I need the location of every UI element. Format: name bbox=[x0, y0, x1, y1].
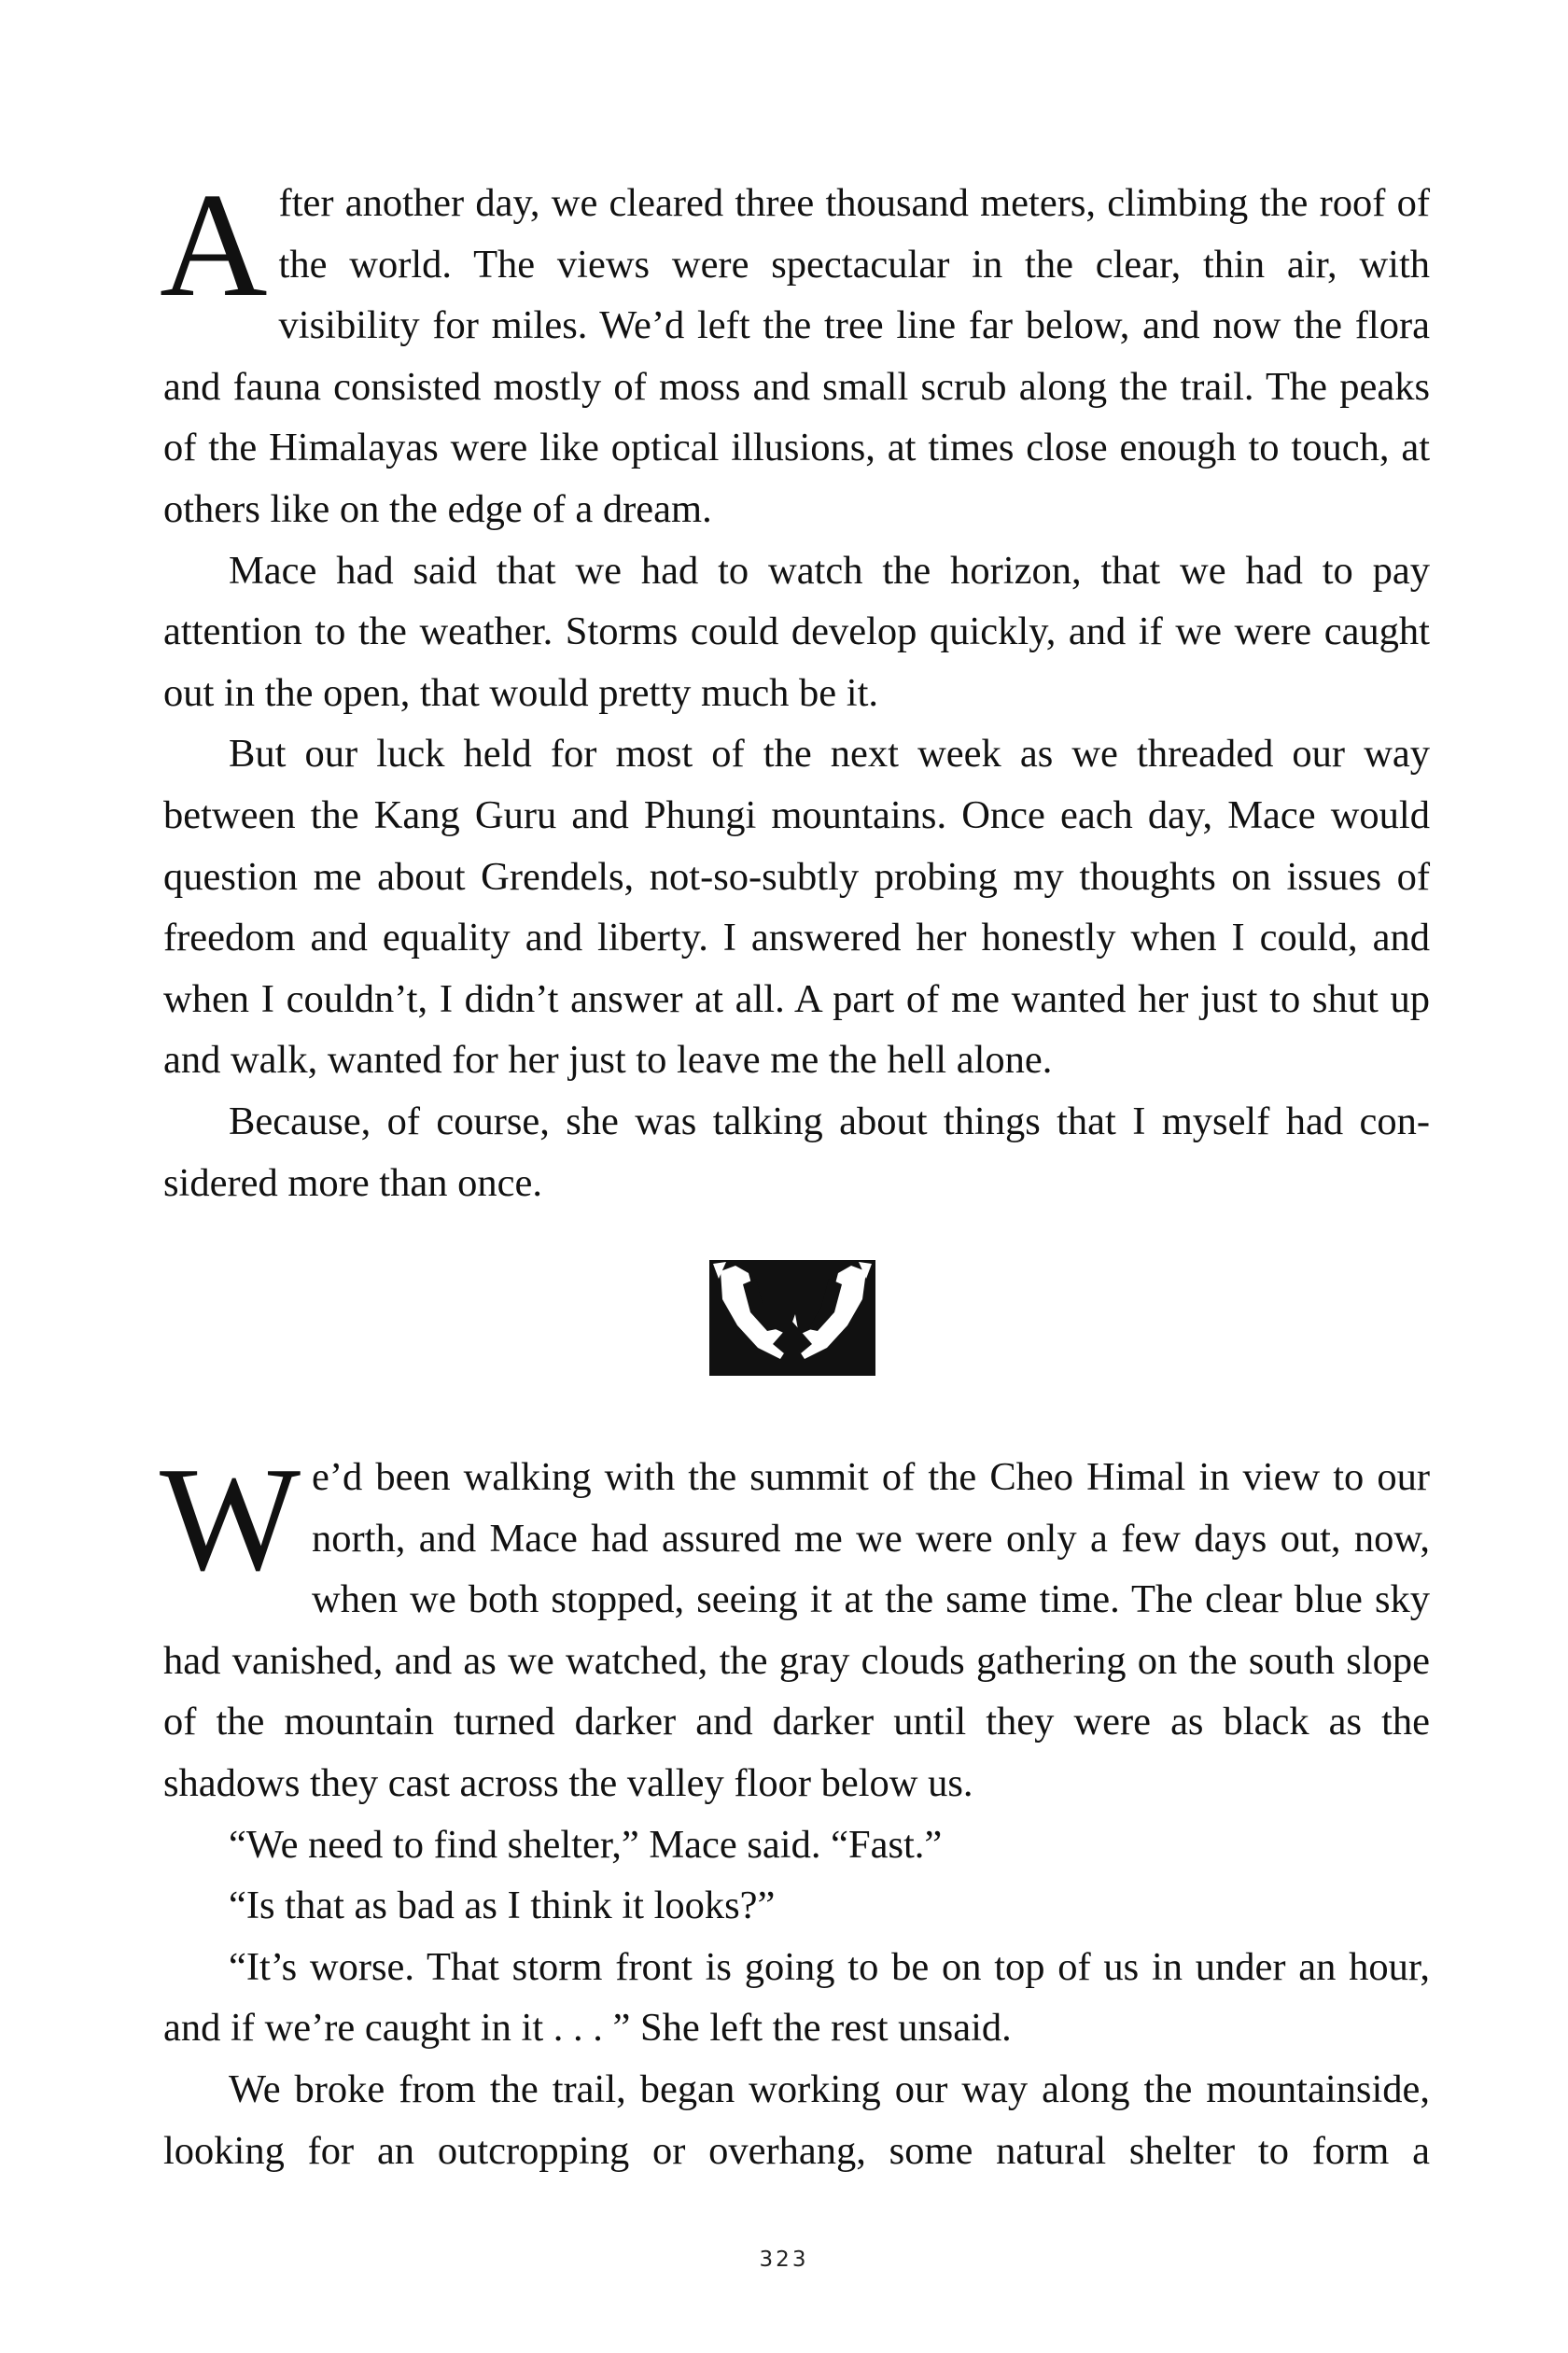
section2-paragraph-4: “It’s worse. That storm front is going to be on top of us in under an hour, and if we’re caught in it . . . ” She left the rest unsaid. bbox=[163, 1944, 1430, 2051]
section2-paragraph-1-text: e’d been walking with the summit of the Cheo Himal in view to our north, and Mace had assured me we were only a few days out, now, when we both stopped, seeing it at the same time. The clear blue sky had vanished, and as we watched, the gray clouds gathering on the south slope of the mountain turned darker and darker until they were as black as the shadows they cast across the valley floor below us. bbox=[163, 1455, 1430, 1806]
section2-paragraph-1 bbox=[160, 1436, 1430, 1814]
section1-paragraph-1 bbox=[160, 161, 1430, 540]
section2-paragraph-5: We broke from the trail, began working our way along the mountainside, looking for an outcropping or overhang, some natural shelter to form a bbox=[163, 2067, 1430, 2173]
grendel-ornament-icon bbox=[707, 1258, 877, 1378]
book-page bbox=[160, 161, 1430, 2181]
section1-paragraph-1-text: fter another day, we cleared three thousand meters, climbing the roof of the world. The views were spectacular in the clear, thin air, with visibility for miles. We’d left the tree line far below, and now the flora and fauna consisted mostly of moss and small scrub along the trail. The peaks of the Himalayas were like optical illusions, at times close enough to touch, at others like on the edge of a dream. bbox=[163, 181, 1430, 531]
page-number: 323 bbox=[759, 2248, 809, 2272]
section1-paragraph-3: But our luck held for most of the next week as we threaded our way between the Kang Guru and Phungi mountains. Once each day, Mace would question me about Grendels, not-so-subtly probing my thoughts on issues of freedom and equality and liberty. I answered her honestly when I could, and when I couldn’t, I didn’t answer at all. A part of me wanted her just to shut up and walk, wanted for her just to leave me the hell alone. bbox=[163, 732, 1430, 1083]
section1-paragraph-2: Mace had said that we had to watch the horizon, that we had to pay attention to the weather. Storms could develop quickly, and if we were caught out in the open, that would pretty much be it. bbox=[163, 548, 1430, 715]
section2-paragraph-3: “Is that as bad as I think it looks?” bbox=[229, 1884, 776, 1928]
drop-cap-w: W bbox=[160, 1436, 301, 1603]
section2-paragraph-2: “We need to find shelter,” Mace said. “Fast.” bbox=[229, 1822, 943, 1867]
section-break bbox=[163, 1213, 1430, 1447]
section1-paragraph-4: Because, of course, she was talking about things that I myself had considered more than once. bbox=[163, 1099, 1430, 1205]
drop-cap-a: A bbox=[160, 161, 268, 328]
